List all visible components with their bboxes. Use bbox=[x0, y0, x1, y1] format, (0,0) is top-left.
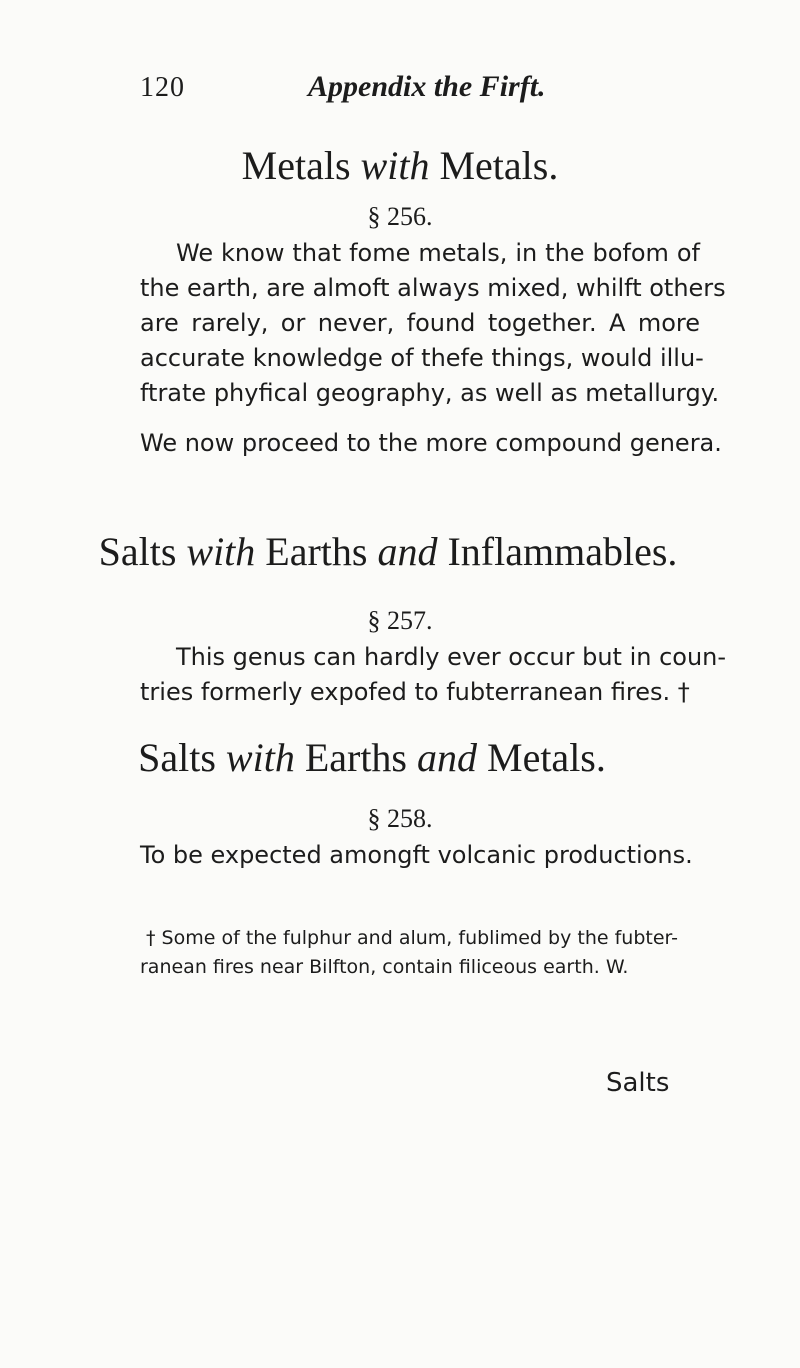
text-line: We know that fome metals, in the bofom of bbox=[176, 239, 700, 267]
page-number: 120 bbox=[140, 72, 185, 103]
text-line: To be expected amongft volcanic productions. bbox=[140, 841, 693, 869]
section-heading-salts-earths-metals: Salts with Earths and Metals. bbox=[138, 735, 606, 780]
section-number-257: § 257. bbox=[367, 606, 433, 635]
paragraph-257 bbox=[140, 640, 727, 710]
section-heading-metals-with-metals: Metals with Metals. bbox=[241, 143, 559, 188]
text-line: are rarely, or never, found together. A more bbox=[140, 309, 700, 337]
text-line: the earth, are almoft always mixed, whilft others bbox=[140, 274, 726, 302]
footnote bbox=[140, 924, 700, 982]
catchword: Salts bbox=[606, 1068, 670, 1098]
section-heading-salts-earths-inflammables: Salts with Earths and Inflammables. bbox=[98, 529, 678, 574]
text-line: This genus can hardly ever occur but in coun- bbox=[176, 643, 727, 671]
text-line: accurate knowledge of thefe things, would illu- bbox=[140, 344, 704, 372]
text-line: ftrate phyfical geography, as well as metallurgy. bbox=[140, 379, 720, 407]
text-line: tries formerly expofed to fubterranean fires. † bbox=[140, 678, 690, 706]
text-line: We now proceed to the more compound genera. bbox=[140, 429, 722, 457]
section-number-256: § 256. bbox=[367, 202, 433, 231]
footnote-line: † Some of the fulphur and alum, fublimed by the fubter- bbox=[146, 927, 678, 949]
section-number-258: § 258. bbox=[367, 804, 433, 833]
transition-paragraph bbox=[140, 426, 722, 461]
paragraph-256 bbox=[140, 236, 726, 411]
page-header bbox=[140, 72, 700, 112]
footnote-line: ranean fires near Bilfton, contain filiceous earth. W. bbox=[140, 956, 629, 978]
paragraph-258 bbox=[140, 838, 700, 873]
running-head: Appendix the Firft. bbox=[308, 70, 546, 103]
